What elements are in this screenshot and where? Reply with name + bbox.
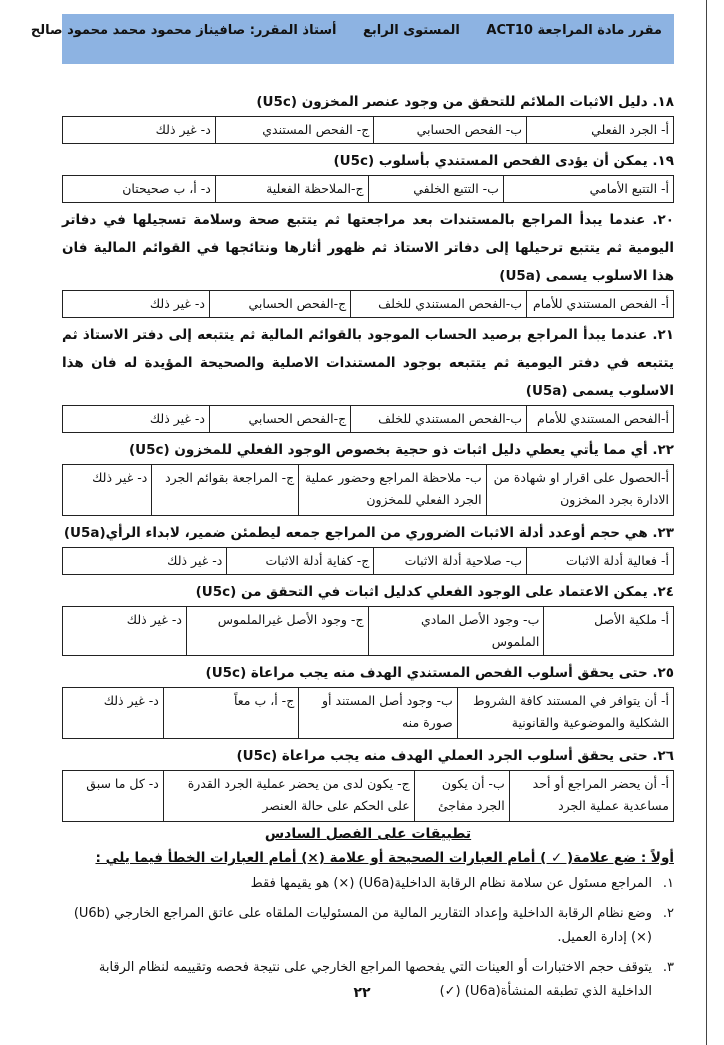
option: ج-الفحص الحسابي [210,291,351,318]
statement-1 [62,872,674,896]
statement-number: ٢. [662,906,674,921]
statement-text: يتوقف حجم الاختبارات أو العينات التي يفحصها المراجع الخارجي على نتيجة فحصه وتقييمه لنظام الرقابة الداخلية الذي تطبقه المنشأة(U6a) (✓) [98,960,652,999]
question-25: ٢٥. حتى يحقق أسلوب الفحص المستندي الهدف منه يجب مراعاة (U5c) [205,665,674,681]
option: أ- أن يتوافر في المستند كافة الشروط الشكلية والموضوعية والقانونية [457,688,673,739]
options-table-25 [62,687,674,739]
option: أ-الفحص المستندي للأمام [527,406,674,433]
page-number: ٢٢ [353,985,371,1001]
option: ب- أن يكون الجرد مفاجئ [414,771,509,822]
question-21: ٢١. عندما يبدأ المراجع برصيد الحساب الموجود بالقوائم المالية ثم يتتبعه إلى دفتر الاستاذ ثم يتتبعه في دفتر اليومية ثم يتتبعه بوجود المستندات الاصلية والصحيحة المؤيدة له فان هذا الاسلوب يسمى (U5a) [62,327,674,399]
option: أ- الفحص المستندي للأمام [527,291,674,318]
option: ج-الملاحظة الفعلية [215,176,368,203]
options-table-21 [62,405,674,433]
header-text [9,23,662,38]
statement-text: وضع نظام الرقابة الداخلية وإعداد التقارير المالية من المسئوليات الملقاه على عاتق المراجع الخارجي (U6b) (×) إدارة العميل. [73,906,652,945]
statement-2 [62,902,674,950]
option: ب- وجود أصل المستند أو صورة منه [299,688,458,739]
page-border-line [706,0,707,1045]
option: د- غير ذلك [63,688,164,739]
option: ج- الفحص المستندي [215,117,374,144]
question-24: ٢٤. يمكن الاعتماد على الوجود الفعلي كدليل اثبات في التحقق من (U5c) [195,584,674,600]
option: أ- أن يحضر المراجع أو أحد مساعدية عملية الجرد [509,771,673,822]
options-table-20 [62,290,674,318]
option: ب- الفحص الحسابي [374,117,527,144]
option: ج- المراجعة بقوائم الجرد [152,465,299,516]
option: د- أ، ب صحيحتان [63,176,216,203]
question-26: ٢٦. حتى يحقق أسلوب الجرد العملي الهدف منه يجب مراعاة (U5c) [236,748,674,764]
option: ج- وجود الأصل غيرالملموس [186,607,368,656]
statement-number: ٣. [662,960,674,975]
option: د- غير ذلك [63,465,152,516]
option: د- غير ذلك [63,548,227,575]
option: ب- التتبع الخلفي [368,176,503,203]
option: أ-الحصول على اقرار او شهادة من الادارة بجرد المخزون [486,465,673,516]
header-course: مقرر مادة المراجعة ACT10 [486,23,662,38]
option: ب-الفحص المستندي للخلف [351,406,527,433]
section-title: تطبيقات على الفصل السادس [264,826,472,842]
option: أ- ملكية الأصل [544,607,674,656]
option: د- كل ما سبق [63,771,164,822]
options-table-24 [62,606,674,656]
statement-number: ١. [662,876,674,891]
option: ج- يكون لدى من يحضر عملية الجرد القدرة على الحكم على حالة العنصر [163,771,414,822]
header-banner [30,14,674,64]
option: أ- التتبع الأمامي [503,176,673,203]
option: ب-الفحص المستندي للخلف [351,291,527,318]
question-18: ١٨. دليل الاثبات الملائم للتحقق من وجود عنصر المخزون (U5c) [256,94,674,110]
header-teacher: أستاذ المقرر: صافيناز محمود محمد محمود صالح [30,23,337,38]
option: ب- صلاحية أدلة الاثبات [374,548,527,575]
option: أ- فعالية أدلة الاثبات [527,548,674,575]
header-level: المستوى الرابع [363,23,460,38]
option: ج- أ، ب معاً [163,688,298,739]
section-intro: أولاً : ضع علامة( ✓ ) أمام العبارات الصحيحة أو علامة (×) أمام العبارات الخطأ فيما يلي : [95,850,674,866]
options-table-23 [62,547,674,575]
option: أ- الجرد الفعلي [527,117,674,144]
option: ج-الفحص الحسابي [210,406,351,433]
option: د- غير ذلك [63,406,210,433]
option: د- غير ذلك [63,117,216,144]
question-23: ٢٣. هي حجم أوعدد أدلة الاثبات الضروري من المراجع جمعه ليطمئن ضمير، لابداء الرأي(U5a) [63,525,674,541]
options-table-22 [62,464,674,516]
statement-text: المراجع مسئول عن سلامة نظام الرقابة الداخلية(U6a) (×) هو يقيمها فقط [250,876,652,891]
option: ج- كفاية أدلة الاثبات [227,548,374,575]
options-table-19 [62,175,674,203]
option: ب- وجود الأصل المادي الملموس [368,607,544,656]
content [62,88,674,1010]
option: د- غير ذلك [63,291,210,318]
options-table-18 [62,116,674,144]
options-table-26 [62,770,674,822]
question-19: ١٩. يمكن أن يؤدى الفحص المستندي بأسلوب (U5c) [333,153,674,169]
question-20: ٢٠. عندما يبدأ المراجع بالمستندات بعد مراجعتها ثم يتتبع صحة وسلامة تسجيلها في دفاتر اليومية ثم يتتبع ترحيلها إلى دفاتر الاستاذ ثم ظهور أثارها ونتائجها في القوائم المالية فان هذا الاسلوب يسمى (U5a) [62,212,674,284]
option: د- غير ذلك [63,607,187,656]
question-22: ٢٢. أي مما يأتي يعطي دليل اثبات ذو حجية بخصوص الوجود الفعلي للمخزون (U5c) [128,442,674,458]
option: ب- ملاحظة المراجع وحضور عملية الجرد الفعلي للمخزون [299,465,486,516]
